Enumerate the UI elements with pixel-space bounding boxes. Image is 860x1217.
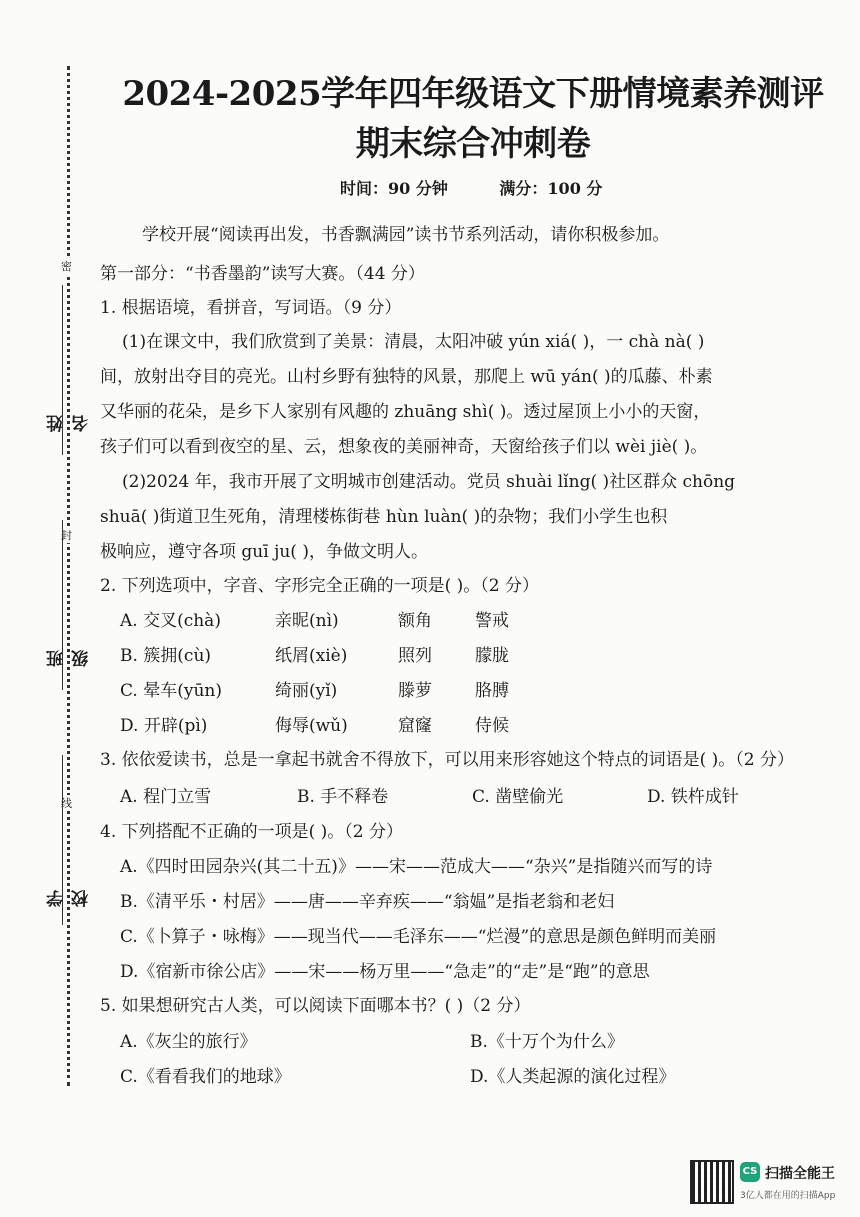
q4-option[interactable]: C.《卜算子・咏梅》——现当代——毛泽东——“烂漫”的意思是颜色鲜明而美丽	[120, 927, 717, 947]
camscanner-logo-icon: CS	[740, 1162, 760, 1182]
q4-option[interactable]: B.《清平乐・村居》——唐——辛弃疾——“翁媪”是指老翁和老妇	[120, 892, 615, 912]
q2-cell: 滕萝	[398, 681, 432, 701]
class-label: 班级	[47, 650, 92, 667]
name-blank[interactable]	[62, 285, 63, 455]
q4-option[interactable]: A.《四时田园杂兴(其二十五)》——宋——范成大——“杂兴”是指随兴而写的诗	[120, 857, 713, 877]
scanner-app-name: 扫描全能王	[765, 1166, 835, 1182]
q1-line: 极响应，遵守各项 guī ju( )，争做文明人。	[100, 542, 428, 562]
q1-line: 又华丽的花朵，是乡下人家别有风趣的 zhuāng shì( )。透过屋顶上小小的天窗，	[100, 402, 711, 422]
full-score: 满分：100 分	[499, 179, 603, 198]
question-1-stem: 1. 根据语境，看拼音，写词语。（9 分）	[100, 298, 402, 318]
q3-option[interactable]: C. 凿壁偷光	[472, 787, 564, 807]
q2-cell: 朦胧	[475, 646, 509, 666]
seal-char: 密	[61, 260, 72, 273]
q2-cell: D. 开辟(pì)	[120, 716, 208, 736]
q1-line: (2)2024 年，我市开展了文明城市创建活动。党员 shuài lǐng( )社区群众 chōng	[122, 472, 736, 492]
intro-text: 学校开展“阅读再出发，书香飘满园”读书节系列活动，请你积极参加。	[142, 225, 670, 245]
q2-cell: 侮辱(wǔ)	[275, 716, 348, 736]
exam-meta	[340, 176, 648, 199]
q2-cell: 照列	[398, 646, 432, 666]
q1-line: shuā( )街道卫生死角，清理楼栋街巷 hùn luàn( )的杂物；我们小学生也积	[100, 507, 668, 527]
binding-dotted-line	[67, 66, 70, 1086]
q2-cell: C. 晕车(yūn)	[120, 681, 222, 701]
scanner-tagline: 3亿人都在用的扫描App	[740, 1191, 836, 1201]
question-3-stem: 3. 依依爱读书，总是一拿起书就舍不得放下，可以用来形容她这个特点的词语是( )。（2 分）	[100, 750, 795, 770]
q1-line: 孩子们可以看到夜空的星、云，想象夜的美丽神奇，天窗给孩子们以 wèi jiè( )。	[100, 437, 708, 457]
question-2-stem: 2. 下列选项中，字音、字形完全正确的一项是( )。（2 分）	[100, 576, 540, 596]
q3-option[interactable]: A. 程门立雪	[120, 787, 212, 807]
name-label: 姓名	[47, 415, 92, 432]
q2-cell: 侍候	[475, 716, 509, 736]
time-limit: 时间：90 分钟	[340, 179, 448, 198]
q5-option[interactable]: B.《十万个为什么》	[470, 1032, 624, 1052]
q2-cell: 绮丽(yǐ)	[275, 681, 338, 701]
q2-cell: 警戒	[475, 611, 509, 631]
q5-option[interactable]: A.《灰尘的旅行》	[120, 1032, 257, 1052]
q2-cell: B. 簇拥(cù)	[120, 646, 212, 666]
school-blank[interactable]	[62, 755, 63, 925]
q2-cell: 窟窿	[398, 716, 432, 736]
q3-option[interactable]: B. 手不释卷	[297, 787, 389, 807]
question-4-stem: 4. 下列搭配不正确的一项是( )。（2 分）	[100, 822, 404, 842]
q1-line: (1)在课文中，我们欣赏到了美景：清晨，太阳冲破 yún xiá( )，一 chà nà( )	[122, 332, 705, 352]
q4-option[interactable]: D.《宿新市徐公店》——宋——杨万里——“急走”的“走”是“跑”的意思	[120, 962, 650, 982]
class-blank[interactable]	[62, 520, 63, 690]
exam-title: 2024-2025学年四年级语文下册情境素养测评	[122, 74, 824, 114]
q2-cell: 纸屑(xiè)	[275, 646, 348, 666]
qr-code-icon	[690, 1160, 734, 1204]
question-5-stem: 5. 如果想研究古人类，可以阅读下面哪本书？( )（2 分）	[100, 996, 531, 1016]
q2-cell: 胳膊	[475, 681, 509, 701]
part-heading: 第一部分：“书香墨韵”读写大赛。（44 分）	[100, 264, 425, 284]
q2-cell: A. 交叉(chà)	[120, 611, 221, 631]
school-label: 学校	[47, 890, 92, 907]
q3-option[interactable]: D. 铁杵成针	[647, 787, 739, 807]
exam-subtitle: 期末综合冲刺卷	[355, 124, 591, 164]
seal-char: 线	[61, 797, 72, 810]
seal-char: 封	[61, 529, 72, 542]
q2-cell: 亲昵(nì)	[275, 611, 339, 631]
q5-option[interactable]: D.《人类起源的演化过程》	[470, 1067, 676, 1087]
q1-line: 间，放射出夺目的亮光。山村乡野有独特的风景，那爬上 wū yán( )的瓜藤、朴素	[100, 367, 713, 387]
q2-cell: 额角	[398, 611, 432, 631]
q5-option[interactable]: C.《看看我们的地球》	[120, 1067, 291, 1087]
